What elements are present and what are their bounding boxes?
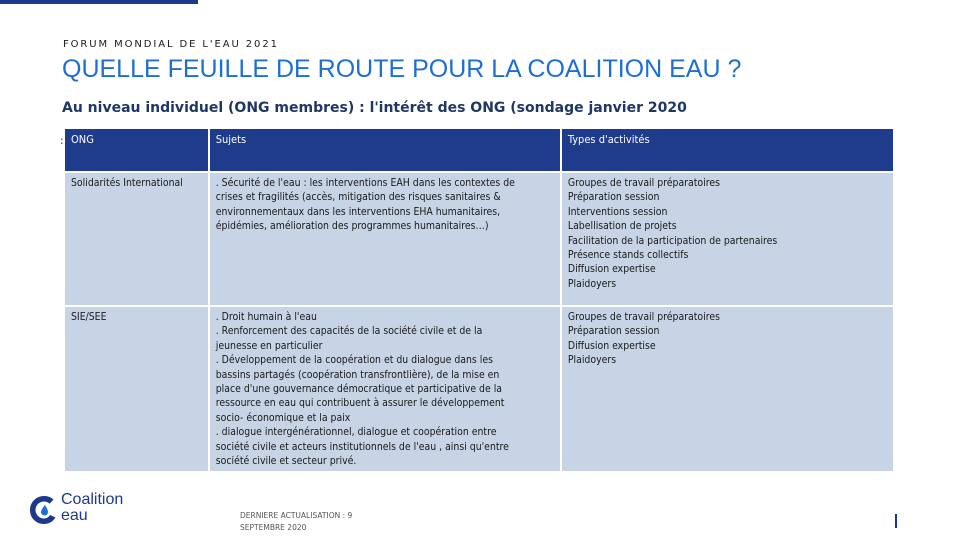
activity-line: Plaidoyers	[567, 354, 617, 367]
activity-line: Labellisation de projets	[567, 220, 677, 233]
sujet-line: . Développement de la coopération et du dialogue dans les	[215, 354, 493, 367]
header-sujets: Sujets	[209, 128, 561, 172]
activity-line: Groupes de travail préparatoires	[567, 177, 720, 189]
header-ong: ONG	[64, 128, 209, 172]
logo-line-2: eau	[61, 507, 88, 524]
activity-line: Préparation session	[567, 191, 660, 204]
sujet-line: jeunesse en particulier	[215, 339, 323, 352]
logo-wordmark	[61, 492, 123, 524]
ong-interest-table	[63, 127, 895, 473]
droplet-c-icon	[28, 494, 60, 526]
cell-sujets	[209, 306, 561, 472]
activity-line: Plaidoyers	[567, 277, 617, 290]
page-subtitle: Au niveau individuel (ONG membres) : l'intérêt des ONG (sondage janvier 2020	[62, 100, 687, 116]
footer-line-1: DERNIERE ACTUALISATION : 9	[240, 511, 353, 520]
sujet-line: . Sécurité de l'eau : les interventions EAH dans les contextes de	[215, 177, 515, 189]
activity-line: Diffusion expertise	[567, 263, 656, 276]
sujet-line: . dialogue intergénérationnel, dialogue et coopération entre	[215, 426, 497, 439]
sujet-line: environnementaux dans les interventions EHA humanitaires,	[215, 205, 501, 218]
sujet-line: société civile et secteur privé.	[215, 455, 357, 468]
sujet-line: . Droit humain à l'eau	[215, 311, 317, 323]
cell-ong: Solidarités International	[64, 172, 209, 306]
page-marker	[895, 514, 897, 528]
forum-supertitle: FORUM MONDIAL DE L'EAU 2021	[63, 39, 279, 50]
activity-line: Présence stands collectifs	[567, 249, 689, 262]
sujet-line: épidémies, amélioration des programmes humanitaires…)	[215, 220, 489, 233]
cell-sujets	[209, 172, 561, 306]
last-update-note	[240, 510, 380, 534]
activity-line: Préparation session	[567, 325, 660, 338]
activity-line: Groupes de travail préparatoires	[567, 311, 720, 323]
header-types: Types d'activités	[561, 128, 894, 172]
cell-types	[561, 306, 894, 472]
logo-line-1: Coalition	[61, 491, 124, 508]
sujet-line: société civile et acteurs institutionnels de l'eau , ainsi qu'entre	[215, 440, 509, 453]
table-row	[64, 306, 894, 472]
sujet-line: place d'une gouvernance démocratique et participative de la	[215, 383, 503, 396]
table-header-row	[64, 128, 894, 172]
sujet-line: ressource en eau qui contribuent à assurer le développement	[215, 397, 505, 410]
coalition-eau-logo	[28, 491, 148, 530]
sujet-line: . Renforcement des capacités de la société civile et de la	[215, 325, 483, 338]
table-row	[64, 172, 894, 306]
sujet-line: crises et fragilités (accès, mitigation des risques sanitaires &	[215, 191, 501, 204]
sujet-line: socio- économique et la paix	[215, 411, 351, 424]
sujet-line: bassins partagés (coopération transfrontlière), de la mise en	[215, 368, 500, 381]
cell-types	[561, 172, 894, 306]
subtitle-bullet: :	[60, 134, 64, 147]
footer-line-2: SEPTEMBRE 2020	[240, 523, 307, 532]
activity-line: Facilitation de la participation de partenaires	[567, 234, 778, 247]
page-title: QUELLE FEUILLE DE ROUTE POUR LA COALITION EAU ?	[62, 55, 742, 83]
activity-line: Diffusion expertise	[567, 339, 656, 352]
top-accent-bar	[0, 0, 198, 4]
activity-line: Interventions session	[567, 205, 668, 218]
cell-ong: SIE/SEE	[64, 306, 209, 472]
